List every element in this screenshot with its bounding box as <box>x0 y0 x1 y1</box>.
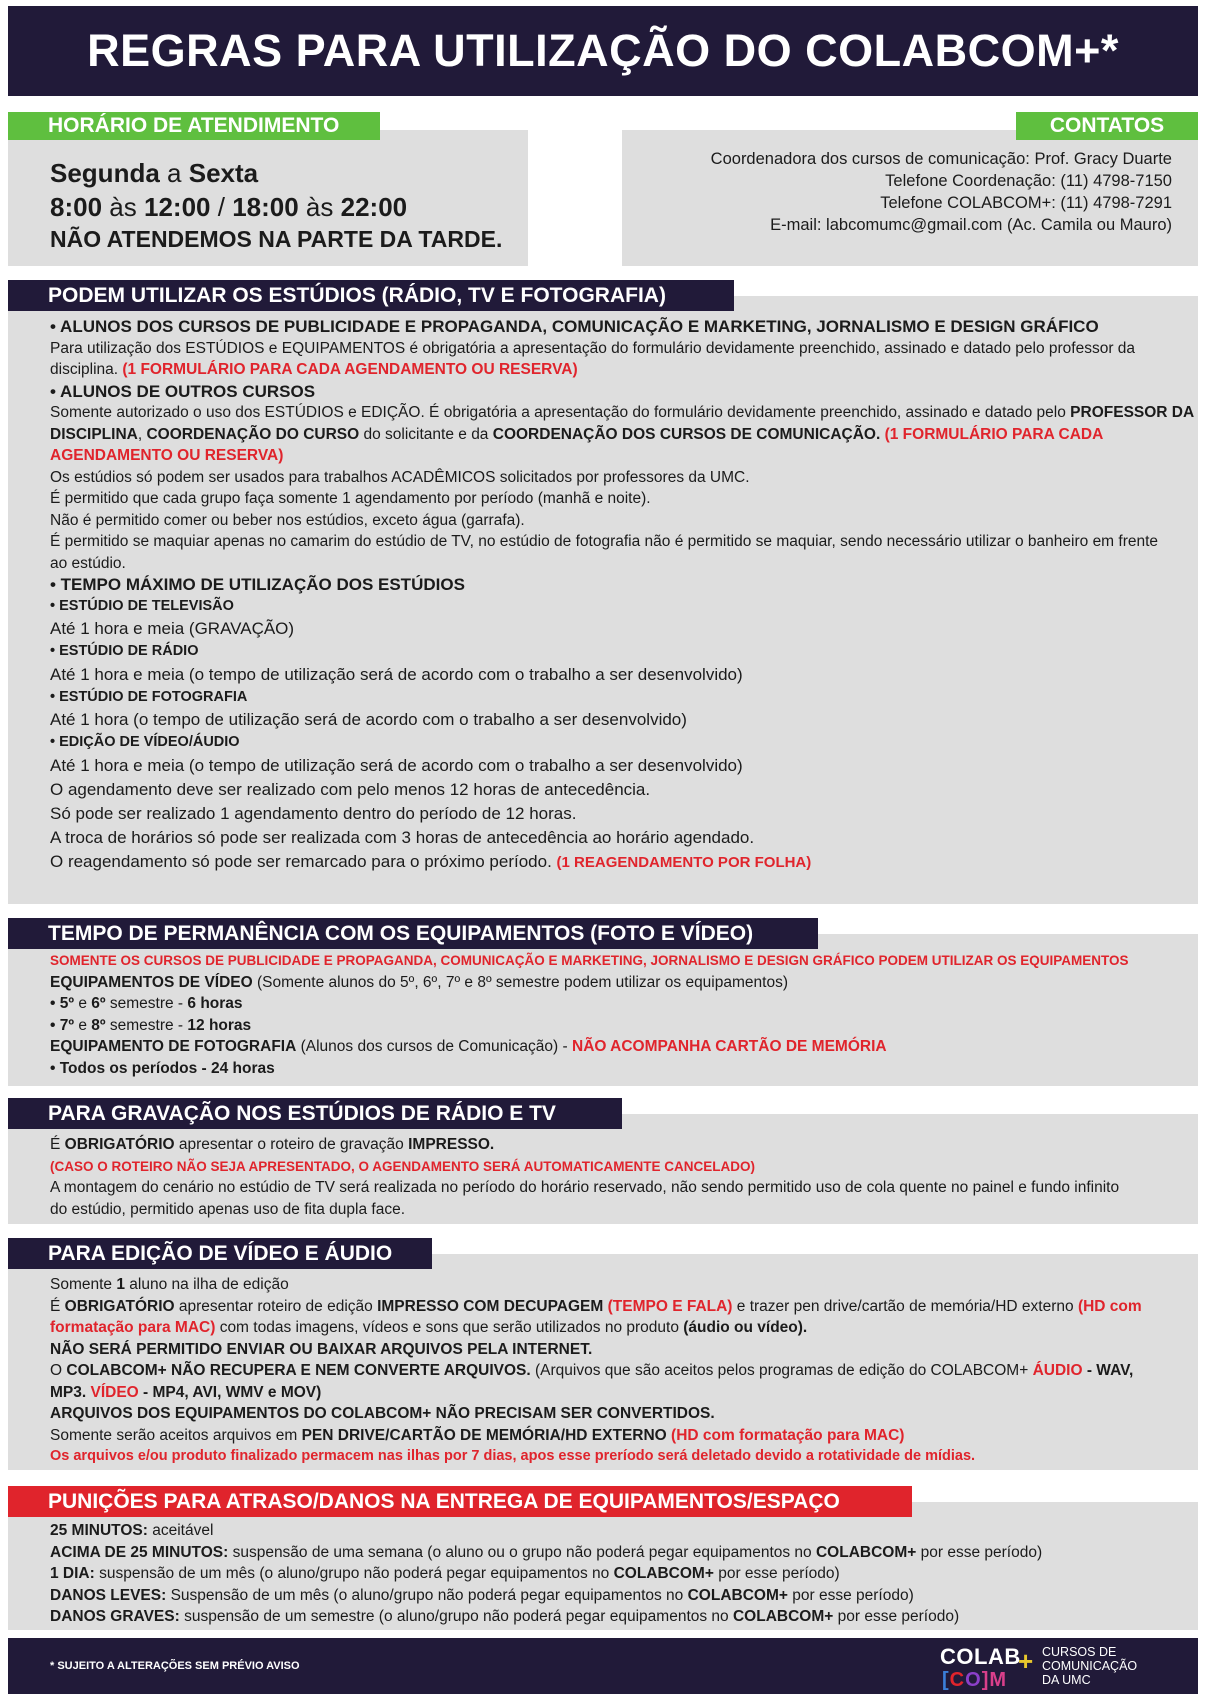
contact-line: E-mail: labcomumc@gmail.com (Ac. Camila ou Mauro) <box>770 216 1172 234</box>
contact-line: Telefone Coordenação: (11) 4798-7150 <box>885 172 1172 190</box>
radio-studio-title: • ESTÚDIO DE RÁDIO <box>50 643 199 659</box>
punishments-section <box>8 1502 1198 1630</box>
video-period-2: • 7º e 8º semestre - 12 horas <box>50 1016 252 1034</box>
page-title: REGRAS PARA UTILIZAÇÃO DO COLABCOM+* <box>87 25 1119 76</box>
editing-rule-1: Somente 1 aluno na ilha de edição <box>50 1276 289 1293</box>
punishment-row: DANOS GRAVES: suspensão de um semestre (o aluno/grupo não poderá pegar equipamentos no COLABCOM+ por esse período) <box>50 1608 960 1625</box>
studios-group-2-title: • ALUNOS DE OUTROS CURSOS <box>50 381 316 401</box>
editing-rule-2: É OBRIGATÓRIO apresentar roteiro de edição IMPRESSO COM DECUPAGEM (TEMPO E FALA) e trazer pen drive/cartão de memória/HD externo (HD com formatação para MAC) com todas imagens, vídeos e sons que serão utilizados no produto (áudio ou vídeo). <box>50 1297 1142 1336</box>
title-bar <box>8 6 1198 96</box>
editing-rule-7: Os arquivos e/ou produto finalizado permacem nas ilhas por 7 dias, apos esse preríodo será deletado devido a rotatividade de mídias. <box>50 1448 976 1464</box>
studios-header: PODEM UTILIZAR OS ESTÚDIOS (RÁDIO, TV E FOTOGRAFIA) <box>8 280 734 311</box>
recording-section <box>8 1114 1198 1224</box>
photo-studio-text: Até 1 hora (o tempo de utilização será de acordo com o trabalho a ser desenvolvido) <box>50 710 687 729</box>
logo-tagline: CURSOS DE COMUNICAÇÃO DA UMC <box>1042 1645 1138 1687</box>
photo-studio-title: • ESTÚDIO DE FOTOGRAFIA <box>50 688 248 705</box>
hours-panel <box>8 130 528 266</box>
equipment-restriction: SOMENTE OS CURSOS DE PUBLICIDADE E PROPAGANDA, COMUNICAÇÃO E MARKETING, JORNALISMO E DESIGN GRÁFICO PODEM UTILIZAR OS EQUIPAMENTOS <box>50 953 1129 968</box>
recording-header: PARA GRAVAÇÃO NOS ESTÚDIOS DE RÁDIO E TV <box>8 1098 622 1129</box>
editing-title: • EDIÇÃO DE VÍDEO/ÁUDIO <box>50 734 240 750</box>
equipment-header: TEMPO DE PERMANÊNCIA COM OS EQUIPAMENTOS (FOTO E VÍDEO) <box>8 918 818 949</box>
editing-header: PARA EDIÇÃO DE VÍDEO E ÁUDIO <box>8 1238 432 1269</box>
hours-tab: HORÁRIO DE ATENDIMENTO <box>8 112 380 140</box>
contacts-tab: CONTATOS <box>1016 112 1198 140</box>
contacts-panel <box>622 130 1198 266</box>
studios-group-1-text: Para utilização dos ESTÚDIOS e EQUIPAMENTOS é obrigatória a apresentação do formulário devidamente preenchido, assinado e datado pelo professor da disciplina. (1 FORMULÁRIO PARA CADA AGENDAMENTO OU RESERVA) <box>50 339 1136 378</box>
punishment-row: ACIMA DE 25 MINUTOS: suspensão de uma semana (o aluno ou o grupo não poderá pegar equipamentos no COLABCOM+ por esse período) <box>50 1543 1043 1561</box>
photo-period: • Todos os períodos - 24 horas <box>50 1059 275 1077</box>
studios-section <box>8 296 1198 904</box>
recording-rule-1: É OBRIGATÓRIO apresentar o roteiro de gravação IMPRESSO. <box>50 1136 495 1153</box>
hours-notice: NÃO ATENDEMOS NA PARTE DA TARDE. <box>50 226 503 252</box>
contact-line: Coordenadora dos cursos de comunicação: Prof. Gracy Duarte <box>710 150 1172 168</box>
editing-section <box>8 1254 1198 1470</box>
editing-rule-6: Somente serão aceitos arquivos em PEN DRIVE/CARTÃO DE MEMÓRIA/HD EXTERNO (HD com formatação para MAC) <box>50 1426 905 1444</box>
studios-group-1-title: • ALUNOS DOS CURSOS DE PUBLICIDADE E PROPAGANDA, COMUNICAÇÃO E MARKETING, JORNALISMO E DESIGN GRÁFICO <box>50 317 1099 336</box>
punishment-row: DANOS LEVES: Suspensão de um mês (o aluno/grupo não poderá pegar equipamentos no COLABCOM+ por esse período) <box>50 1586 914 1604</box>
editing-rule-3: NÃO SERÁ PERMITIDO ENVIAR OU BAIXAR ARQUIVOS PELA INTERNET. <box>50 1340 593 1358</box>
hours-days: Segunda a Sexta <box>50 158 259 188</box>
tv-studio-text: Até 1 hora e meia (GRAVAÇÃO) <box>50 619 295 638</box>
studios-rule: É permitido se maquiar apenas no camarim do estúdio de TV, no estúdio de fotografia não é permitido se maquiar, sendo necessário utilizar o banheiro em frente ao estúdio. <box>50 533 1159 572</box>
logo-com-mark: [CO]M <box>942 1669 1008 1691</box>
reschedule-rule: O reagendamento só pode ser remarcado para o próximo período. (1 REAGENDAMENTO POR FOLHA) <box>50 851 812 871</box>
recording-warning: (CASO O ROTEIRO NÃO SEJA APRESENTADO, O AGENDAMENTO SERÁ AUTOMATICAMENTE CANCELADO) <box>50 1158 756 1174</box>
schedule-rule: Só pode ser realizado 1 agendamento dentro do período de 12 horas. <box>50 803 577 823</box>
footer-note: * SUJEITO A ALTERAÇÕES SEM PRÉVIO AVISO <box>50 1660 300 1672</box>
punishment-row: 25 MINUTOS: aceitável <box>50 1522 214 1539</box>
schedule-rule: A troca de horários só pode ser realizada com 3 horas de antecedência ao horário agendado. <box>50 827 755 847</box>
contact-line: Telefone COLABCOM+: (11) 4798-7291 <box>880 194 1172 212</box>
max-time-title: • TEMPO MÁXIMO DE UTILIZAÇÃO DOS ESTÚDIOS <box>50 575 465 594</box>
footer <box>8 1638 1198 1694</box>
studios-rule: É permitido que cada grupo faça somente 1 agendamento por período (manhã e noite). <box>50 490 651 507</box>
video-equipment: EQUIPAMENTOS DE VÍDEO (Somente alunos do 5º, 6º, 7º e 8º semestre podem utilizar os equipamentos) <box>50 973 788 991</box>
studios-group-2-text: Somente autorizado o uso dos ESTÚDIOS e EDIÇÃO. É obrigatória a apresentação do formulário devidamente preenchido, assinado e datado pelo PROFESSOR DA DISCIPLINA, COORDENAÇÃO DO CURSO do solicitante e da COORDENAÇÃO DOS CURSOS DE COMUNICAÇÃO. (1 FORMULÁRIO PARA CADA AGENDAMENTO OU RESERVA) <box>50 404 1194 464</box>
video-period-1: • 5º e 6º semestre - 6 horas <box>50 995 243 1012</box>
equipment-section <box>8 934 1198 1086</box>
logo-colab-text: COLAB <box>940 1644 1021 1669</box>
editing-text: Até 1 hora e meia (o tempo de utilização será de acordo com o trabalho a ser desenvolvido) <box>50 755 743 775</box>
editing-rule-5: ARQUIVOS DOS EQUIPAMENTOS DO COLABCOM+ NÃO PRECISAM SER CONVERTIDOS. <box>50 1405 715 1422</box>
schedule-rule: O agendamento deve ser realizado com pelo menos 12 horas de antecedência. <box>50 779 651 799</box>
studios-rule: Os estúdios só podem ser usados para trabalhos ACADÊMICOS solicitados por professores da UMC. <box>50 468 750 486</box>
punishment-row: 1 DIA: suspensão de um mês (o aluno/grupo não poderá pegar equipamentos no COLABCOM+ por esse período) <box>50 1565 840 1582</box>
studios-rule: Não é permitido comer ou beber nos estúdios, exceto água (garrafa). <box>50 511 525 529</box>
recording-rule-2: A montagem do cenário no estúdio de TV será realizada no período do horário reservado, não sendo permitido uso de cola quente no painel e fundo infinito do estúdio, permitido apenas uso de fita dupla face. <box>50 1179 1120 1218</box>
colabcom-logo <box>930 1642 1180 1692</box>
punishments-header: PUNIÇÕES PARA ATRASO/DANOS NA ENTREGA DE EQUIPAMENTOS/ESPAÇO <box>8 1486 912 1517</box>
radio-studio-text: Até 1 hora e meia (o tempo de utilização será de acordo com o trabalho a ser desenvolvido) <box>50 664 743 684</box>
logo-plus-icon: + <box>1018 1646 1034 1676</box>
photo-equipment: EQUIPAMENTO DE FOTOGRAFIA (Alunos dos cursos de Comunicação) - NÃO ACOMPANHA CARTÃO DE MEMÓRIA <box>50 1038 887 1055</box>
hours-times: 8:00 às 12:00 / 18:00 às 22:00 <box>50 192 408 222</box>
editing-rule-4: O COLABCOM+ NÃO RECUPERA E NEM CONVERTE ARQUIVOS. (Arquivos que são aceitos pelos programas de edição do COLABCOM+ ÁUDIO - WAV, MP3. VÍDEO - MP4, AVI, WMV e MOV) <box>50 1362 1134 1401</box>
tv-studio-title: • ESTÚDIO DE TELEVISÃO <box>50 597 234 614</box>
